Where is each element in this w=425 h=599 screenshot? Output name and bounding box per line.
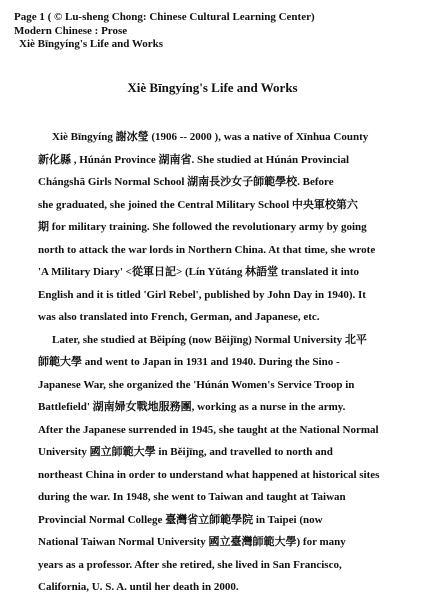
header-source-line: Page 1 ( © Lu-sheng Chong: Chinese Cultural Learning Center)	[14, 11, 315, 23]
text-line: she graduated, she joined the Central Military School 中央軍校第六	[38, 198, 358, 211]
text-line: California, U. S. A. until her death in 2000.	[38, 581, 239, 593]
text-line: Later, she studied at Běipíng (now Běijīng) Normal University 北平	[52, 333, 367, 346]
text-line: Xiè Bīngyíng 謝冰瑩 (1906 -- 2000 ), was a native of Xīnhua County	[52, 131, 369, 143]
text-line: during the war. In 1948, she went to Taiwan and taught at Taiwan	[38, 491, 346, 503]
page-header	[14, 11, 315, 52]
text-line: University 國立師範大學 in Běijīng, and travelled to north and	[38, 446, 333, 458]
text-line: 'A Military Diary' <從軍日記> (Lín Yǔtáng 林語堂 translated it into	[38, 266, 360, 278]
text-line: northeast China in order to understand what happened at historical sites	[38, 468, 380, 481]
text-line: National Taiwan Normal University 國立臺灣師範大學) for many	[38, 536, 346, 548]
text-line: years as a professor. After she retired, she lived in San Francisco,	[38, 558, 342, 571]
paragraph	[38, 329, 414, 599]
text-line: Japanese War, she organized the 'Húnán Women's Service Troop in	[38, 378, 355, 391]
paragraph	[38, 126, 414, 329]
header-topic-line: Xiè Bīngyíng's Life and Works	[19, 38, 164, 50]
text-line: Battlefield' 湖南婦女戰地服務團, working as a nurse in the army.	[38, 401, 346, 413]
text-line: Chángshā Girls Normal School 湖南長沙女子師範學校. Before	[38, 176, 334, 188]
text-line: was also translated into French, German, and Japanese, etc.	[38, 311, 320, 323]
text-line: 期 for military training. She followed the revolutionary army by going	[38, 221, 367, 233]
text-line: north to attack the war lords in Northern China. At that time, she wrote	[38, 243, 376, 256]
text-line: English and it is titled 'Girl Rebel', published by John Day in 1940). It	[38, 288, 366, 301]
text-line: 師範大學 and went to Japan in 1931 and 1940. During the Sino -	[38, 356, 340, 368]
document-title: Xiè Bīngyíng's Life and Works	[127, 80, 298, 95]
text-line: 新化縣 , Húnán Province 湖南省. She studied at Húnán Provincial	[38, 153, 349, 166]
text-line: After the Japanese surrended in 1945, she taught at the National Normal	[38, 423, 379, 436]
document-body	[38, 126, 414, 599]
header-course-line: Modern Chinese : Prose	[14, 24, 128, 37]
text-line: Provincial Normal College 臺灣省立師範學院 in Taipei (now	[38, 513, 323, 526]
